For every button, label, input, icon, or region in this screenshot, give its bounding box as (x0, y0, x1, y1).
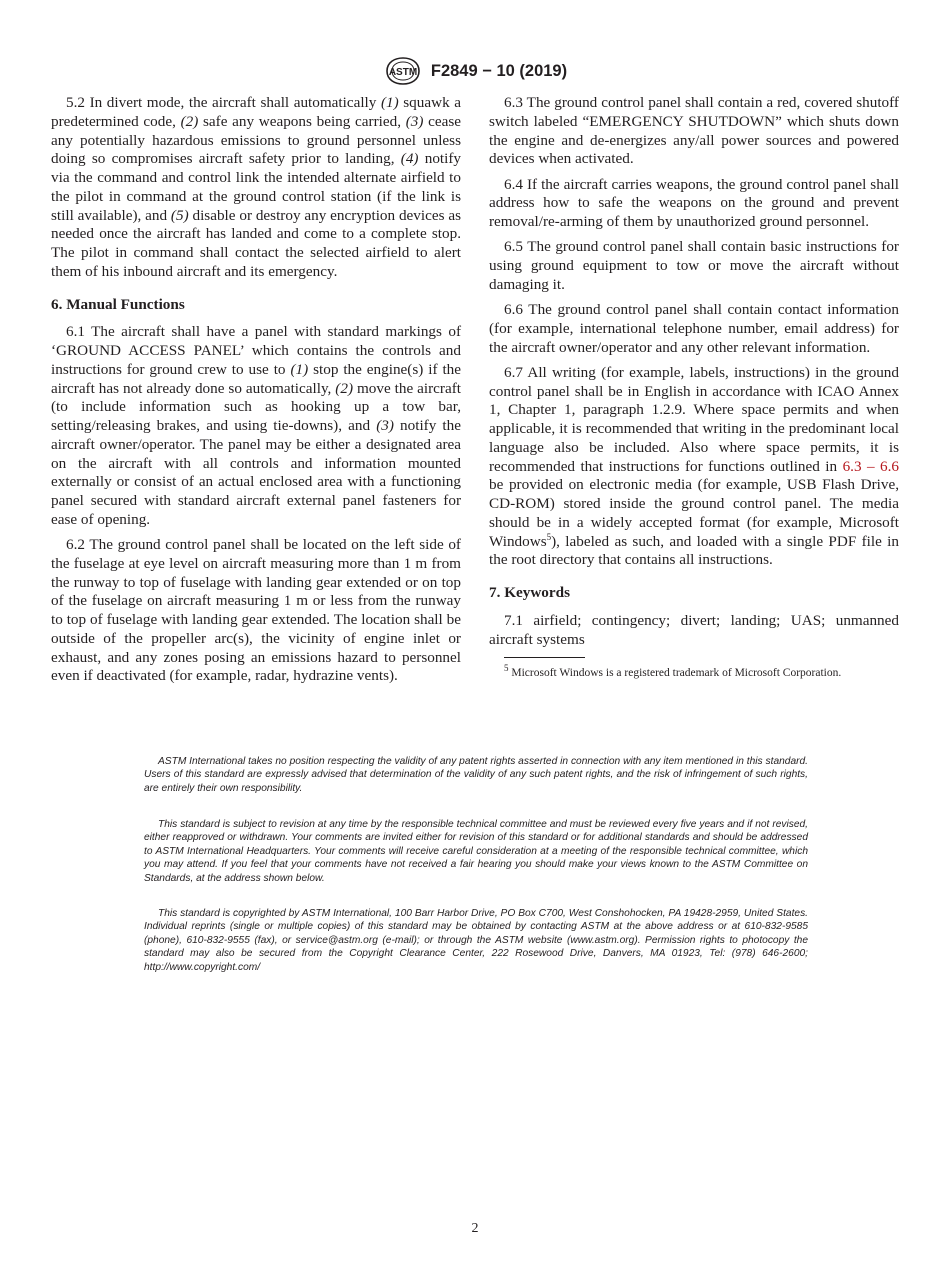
section-6-heading: 6. Manual Functions (51, 295, 185, 313)
paragraph-6-1: 6.1 The aircraft shall have a panel with standard markings of ‘GROUND ACCESS PANEL’ which contains the controls and instructions for ground crew to use to (1) stop the engine(s) if the aircraft has not already done so automatically, (2) move the aircraft (to include information such as hooking up a tow bar, setting/releasing brakes, and using tie-downs), and (3) notify the aircraft owner/operator. The panel may be either a designated area on the aircraft with all controls and information mounted externally or consist of an actual enclosed area with a functioning panel secured with standard aircraft external panel fasteners for ease of opening. (51, 323, 461, 528)
paragraph-5-2: 5.2 In divert mode, the aircraft shall automatically (1) squawk a predetermined code, (2) safe any weapons being carried, (3) cease any potentially hazardous emissions to ground personnel unless doing so compromises aircraft safety prior to landing, (4) notify via the command and control link the intended alternate airfield to the pilot in command at the ground control station (if the link is still available), and (5) disable or destroy any encryption devices as needed once the aircraft has landed and come to a complete stop. The pilot in command shall contact the selected airfield to alert them of his inbound aircraft and its emergency. (51, 94, 461, 280)
footnote-ref[interactable]: 5 (546, 531, 552, 542)
paragraph-6-5: 6.5 The ground control panel shall contain basic instructions for using ground equipment to tow or move the aircraft without damaging it. (489, 238, 899, 293)
page-header (0, 56, 950, 86)
designation: F2849 − 10 (2019) (430, 61, 568, 80)
section-link-6-3-6-6[interactable]: 6.3 – 6.6 (842, 457, 899, 475)
paragraph-6-2: 6.2 The ground control panel shall be located on the left side of the fuselage at eye level on aircraft measuring more than 1 m from the runway to top of fuselage with landing gear extended or on top of the fuselage on aircraft measuring 1 m or less from the runway to top of fuselage with landing gear extended. The location shall be outside of the propeller arc(s), the vicinity of engine inlet or exhaust, and any zones posing an emissions hazard to personnel even if deactivated (for example, radar, hydrazine vents). (51, 536, 461, 685)
astm-logo-icon (383, 56, 423, 86)
paragraph-6-4: 6.4 If the aircraft carries weapons, the ground control panel shall address how to safe the weapons on the ground and prevent removal/re-arming of them by unauthorized ground personnel. (489, 175, 899, 230)
paragraph-6-3: 6.3 The ground control panel shall contain a red, covered shutoff switch labeled “EMERGENCY SHUTDOWN” which shuts down the engine and de-energizes any/all power sources and powered devices when activated. (489, 94, 899, 168)
paragraph-6-6: 6.6 The ground control panel shall contain contact information (for example, international telephone number, email address) for the aircraft owner/operator and any other relevant information. (489, 301, 899, 356)
footnote-divider (504, 657, 585, 658)
footnote-5: $^5$ Microsoft Windows is a registered trademark of Microsoft Corporation. (504, 663, 842, 680)
copyright-notice: This standard is copyrighted by ASTM International, 100 Barr Harbor Drive, PO Box C700, West Conshohocken, PA 19428-2959, United States. Individual reprints (single or multiple copies) of this standard may be obtained by contacting ASTM at the above address or at 610-832-9585 (phone), 610-832-9555 (fax), or service@astm.org (e-mail); or through the ASTM website (www.astm.org). Permission rights to photocopy the standard may also be secured from the Copyright Clearance Center, 222 Rosewood Drive, Danvers, MA 01923, Tel: (978) 646-2600; http://www.copyright.com/ (144, 908, 808, 973)
page-number: 2 (471, 1221, 479, 1236)
svg-text:ASTM: ASTM (388, 67, 418, 78)
paragraph-7-1: 7.1 airfield; contingency; divert; landing; UAS; unmanned aircraft systems (489, 611, 899, 648)
section-7-heading: 7. Keywords (489, 584, 570, 601)
right-column (489, 94, 899, 680)
paragraph-6-7: 6.7 All writing (for example, labels, instructions) in the ground control panel shall be in English in accordance with ICAO Annex 1, Chapter 1, paragraph 1.2.9. Where space permits and when applicable, it is recommended that writing in the predominant local language also be included. Also where space permits, it is recommended that instructions for functions outlined in 6.3 – 6.6 be provided on electronic media (for example, USB Flash Drive, CD-ROM) stored inside the ground control panel. The media should be in a widely accepted format (for example, Microsoft Windows$^5$), labeled as such, and loaded with a single PDF file in the root directory that contains all instructions. (489, 363, 899, 569)
left-column (51, 94, 461, 693)
revision-notice: This standard is subject to revision at any time by the responsible technical committee and must be reviewed every five years and if not revised, either reapproved or withdrawn. Your comments are invited either for revision of this standard or for additional standards and should be addressed to ASTM International Headquarters. Your comments will receive careful consideration at a meeting of the responsible technical committee, which you may attend. If you feel that your comments have not received a fair hearing you should make your views known to the ASTM Committee on Standards, at the address shown below. (144, 819, 808, 884)
patent-notice: ASTM International takes no position respecting the validity of any patent rights asserted in connection with any item mentioned in this standard. Users of this standard are expressly advised that determination of the validity of any such patent rights, and the risk of infringement of such rights, are entirely their own responsibility. (144, 756, 808, 794)
